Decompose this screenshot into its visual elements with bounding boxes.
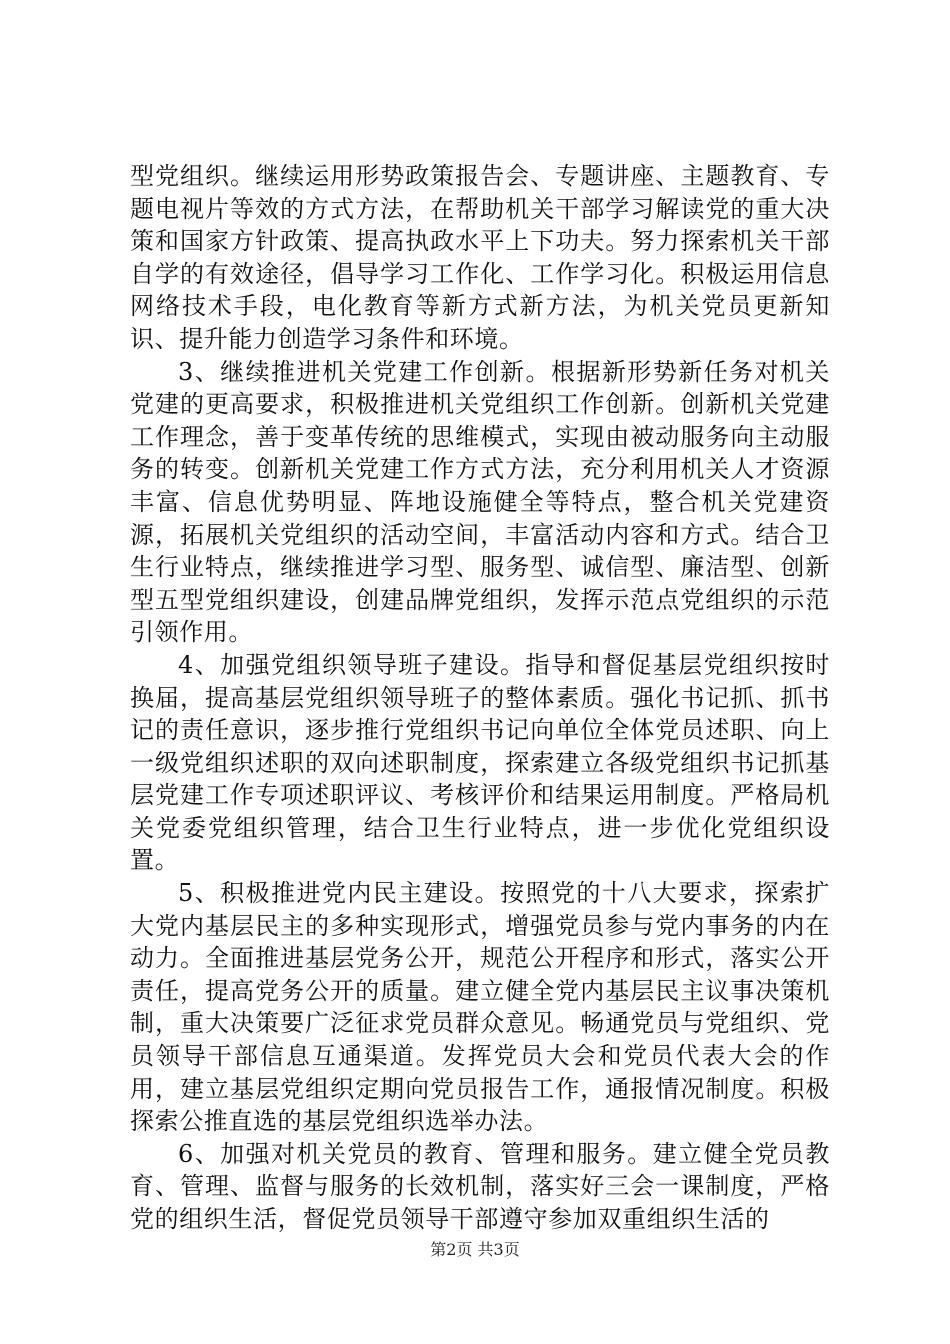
- paragraph-item-6: 6、加强对机关党员的教育、管理和服务。建立健全党员教育、管理、监督与服务的长效机制，落实好三会一课制度，严格党的组织生活，督促党员领导干部遵守参加双重组织生活的: [130, 1139, 830, 1233]
- paragraph-item-3: 3、继续推进机关党建工作创新。根据新形势新任务对机关党建的更高要求，积极推进机关党组织工作创新。创新机关党建工作理念，善于变革传统的思维模式，实现由被动服务向主动服务的转变。创新机关党建工作方式方法，充分利用机关人才资源丰富、信息优势明显、阵地设施健全等特点，整合机关党建资源，拓展机关党组织的活动空间，丰富活动内容和方式。结合卫生行业特点，继续推进学习型、服务型、诚信型、廉洁型、创新型五型党组织建设，创建品牌党组织，发挥示范点党组织的示范引领作用。: [130, 357, 830, 647]
- paragraph-item-5: 5、积极推进党内民主建设。按照党的十八大要求，探索扩大党内基层民主的多种实现形式，增强党员参与党内事务的内在动力。全面推进基层党务公开，规范公开程序和形式，落实公开责任，提高党务公开的质量。建立健全党内基层民主议事决策机制，重大决策要广泛征求党员群众意见。畅通党员与党组织、党员领导干部信息互通渠道。发挥党员大会和党员代表大会的作用，建立基层党组织定期向党员报告工作，通报情况制度。积极探索公推直选的基层党组织选举办法。: [130, 879, 830, 1136]
- document-body: [130, 160, 830, 1236]
- paragraph-item-4: 4、加强党组织领导班子建设。指导和督促基层党组织按时换届，提高基层党组织领导班子的整体素质。强化书记抓、抓书记的责任意识，逐步推行党组织书记向单位全体党员述职、向上一级党组织述职的双向述职制度，探索建立各级党组织书记抓基层党建工作专项述职评议、考核评价和结果运用制度。严格局机关党委党组织管理，结合卫生行业特点，进一步优化党组织设置。: [130, 650, 830, 875]
- paragraph-continued: 型党组织。继续运用形势政策报告会、专题讲座、主题教育、专题电视片等效的方式方法，在帮助机关干部学习解读党的重大决策和国家方针政策、提高执政水平上下功夫。努力探索机关干部自学的有效途径，倡导学习工作化、工作学习化。积极运用信息网络技术手段，电化教育等新方式新方法，为机关党员更新知识、提升能力创造学习条件和环境。: [130, 162, 830, 353]
- page-footer: 第2页 共3页: [430, 1240, 520, 1259]
